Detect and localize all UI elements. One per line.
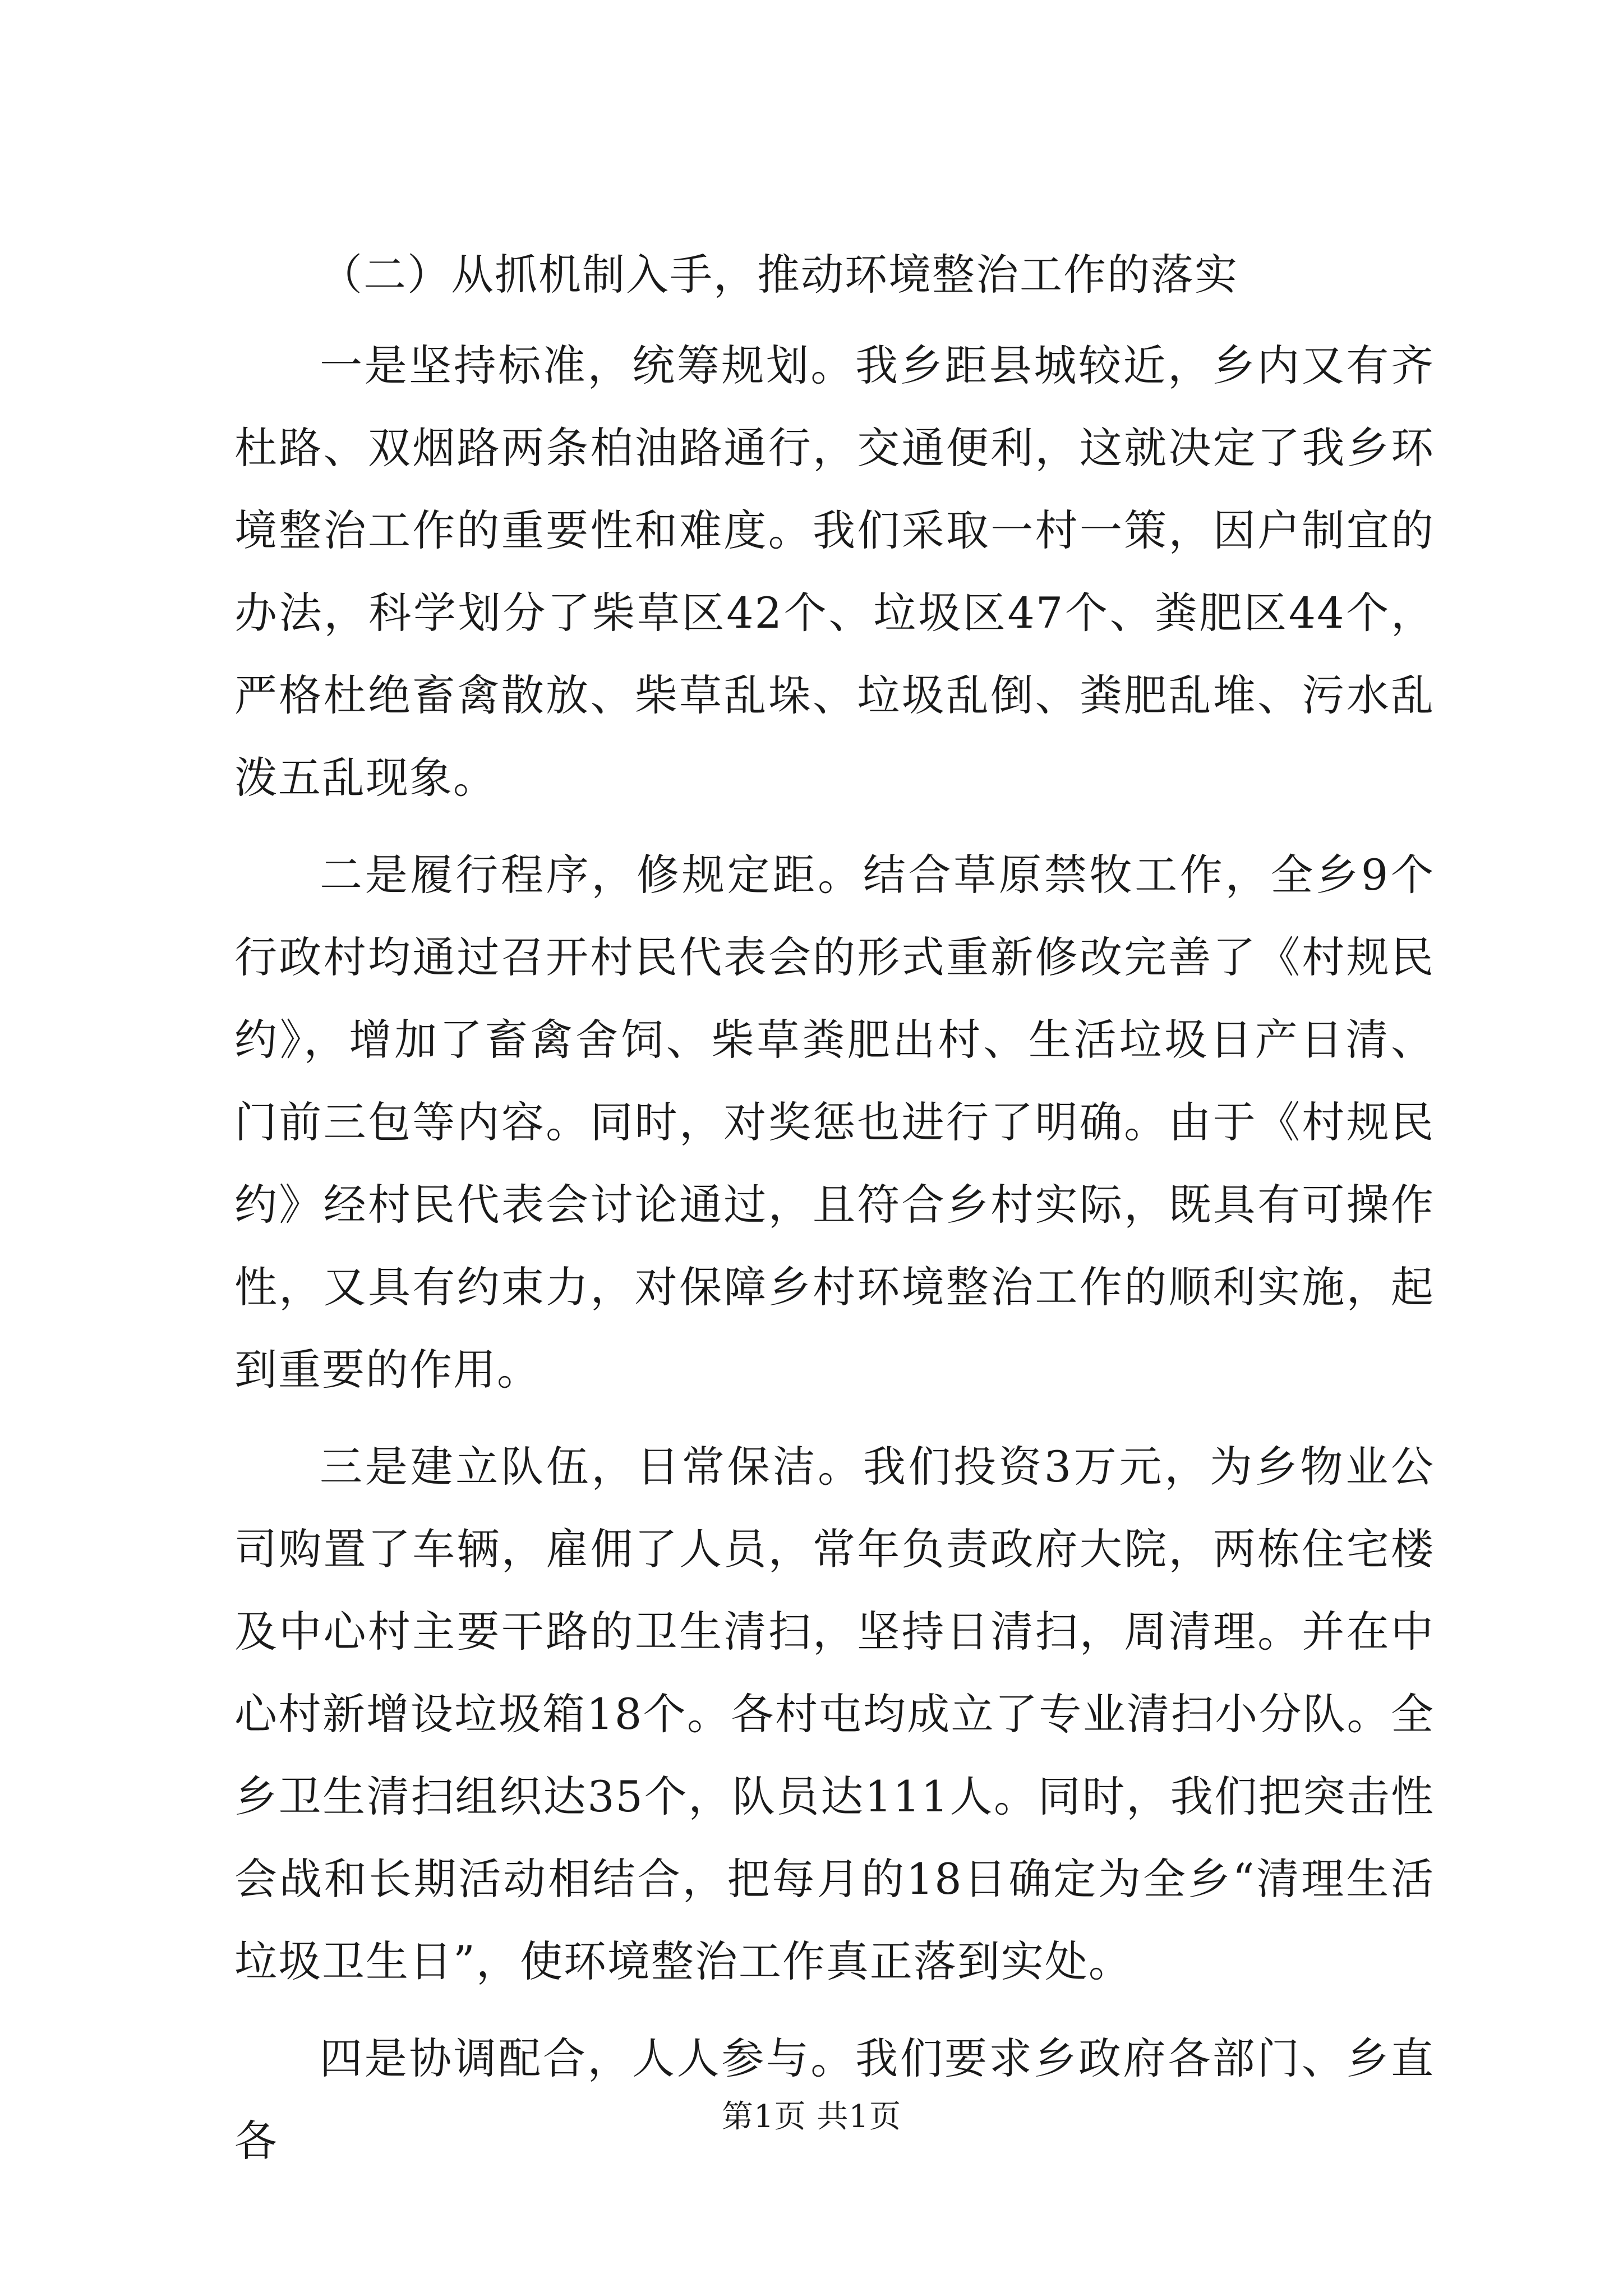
page-number-footer: 第1页 共1页 bbox=[721, 2099, 902, 2135]
document-body bbox=[234, 247, 1435, 2182]
paragraph-team-cleaning: 三是建立队伍，日常保洁。我们投资3万元，为乡物业公司购置了车辆，雇佣了人员，常年负责政府大院，两栋住宅楼及中心村主要干路的卫生清扫，坚持日清扫，周清理。并在中心村新增设垃圾箱18个。各村屯均成立了专业清扫小分队。全乡卫生清扫组织达35个，队员达111人。同时，我们把突击性会战和长期活动相结合，把每月的18日确定为全乡“清理生活垃圾卫生日”，使环境整治工作真正落到实处。 bbox=[234, 1442, 1435, 1986]
paragraph-procedures-rules: 二是履行程序，修规定距。结合草原禁牧工作，全乡9个行政村均通过召开村民代表会的形式重新修改完善了《村规民约》，增加了畜禽舍饲、柴草粪肥出村、生活垃圾日产日清、门前三包等内容。同时，对奖惩也进行了明确。由于《村规民约》经村民代表会讨论通过，且符合乡村实际，既具有可操作性，又具有约束力，对保障乡村环境整治工作的顺利实施，起到重要的作用。 bbox=[234, 850, 1435, 1395]
section-subheading: （二）从抓机制入手，推动环境整治工作的落实 bbox=[320, 250, 1238, 300]
paragraph-standards-planning: 一是坚持标准，统筹规划。我乡距县城较近，乡内又有齐杜路、双烟路两条柏油路通行，交通便利，这就决定了我乡环境整治工作的重要性和难度。我们采取一村一策，因户制宜的办法，科学划分了柴草区42个、垃圾区47个、粪肥区44个，严格杜绝畜禽散放、柴草乱垛、垃圾乱倒、粪肥乱堆、污水乱泼五乱现象。 bbox=[234, 341, 1435, 803]
paragraph-coordination: 四是协调配合，人人参与。我们要求乡政府各部门、乡直各 bbox=[234, 2033, 1435, 2166]
